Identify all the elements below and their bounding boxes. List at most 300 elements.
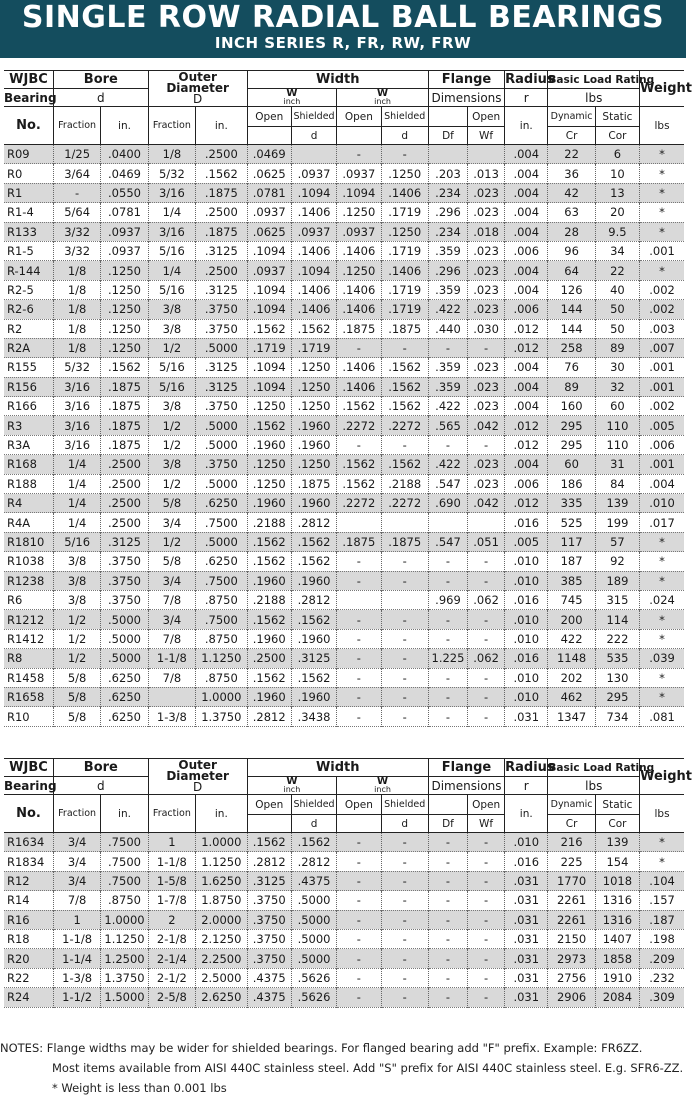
bearing-number: R166	[7, 399, 37, 414]
table-cell: 2-1/2	[148, 968, 195, 987]
table-cell: 84	[595, 474, 639, 493]
table-row	[4, 145, 684, 164]
table-cell: -	[428, 629, 467, 648]
table-cell: .1562	[291, 532, 336, 551]
table-cell: 202	[548, 668, 595, 687]
table-cell: .004	[640, 474, 684, 493]
bearing-number: R1-4	[7, 205, 34, 220]
table-cell: -	[381, 687, 428, 706]
table-cell: .1094	[247, 377, 291, 396]
table-cell: .005	[640, 416, 684, 435]
hdr-in: in.	[101, 107, 148, 145]
table-cell: .023	[468, 358, 505, 377]
table-cell: 1858	[595, 949, 639, 968]
table-cell: 2.1250	[196, 929, 248, 948]
table-cell: .023	[468, 241, 505, 260]
table-cell: 1347	[548, 707, 595, 726]
table-cell: -	[428, 435, 467, 454]
table-cell: -	[53, 183, 100, 202]
table-cell: -	[337, 910, 381, 929]
table-cell: .1406	[291, 300, 336, 319]
table-cell: 3/32	[53, 222, 100, 241]
table-cell: -	[428, 833, 467, 852]
table-cell: -	[381, 435, 428, 454]
table-cell: .1562	[291, 552, 336, 571]
table-row	[4, 532, 684, 551]
table-cell: .002	[640, 280, 684, 299]
table-cell: .0781	[101, 203, 148, 222]
hdr-dimensions: Dimensions	[428, 777, 504, 795]
hdr-load-rating: Basic Load Rating	[548, 759, 640, 777]
table-cell: 1/4	[53, 494, 100, 513]
bearing-table-1	[4, 70, 692, 727]
table-cell: .3125	[196, 280, 248, 299]
hdr-shielded-2: Shielded	[381, 795, 428, 815]
table-cell: 315	[595, 590, 639, 609]
table-cell: .5000	[291, 910, 336, 929]
table-cell: .004	[505, 377, 548, 396]
table-row	[4, 338, 684, 357]
table-cell: .1719	[381, 203, 428, 222]
hdr-width-open-w: W inch	[247, 89, 337, 107]
table-cell: .016	[505, 513, 548, 532]
table-cell: .2500	[196, 145, 248, 164]
hdr-shielded-2: Shielded	[381, 107, 428, 127]
table-cell: *	[640, 668, 684, 687]
table-cell: 2-1/8	[148, 929, 195, 948]
table-cell: 22	[548, 145, 595, 164]
table-cell: .198	[640, 929, 684, 948]
table-cell: -	[468, 910, 505, 929]
table-cell: .1719	[381, 300, 428, 319]
table-cell: -	[337, 338, 381, 357]
table-cell: .422	[428, 300, 467, 319]
table-cell: .004	[505, 261, 548, 280]
table-cell: 1-7/8	[148, 891, 195, 910]
table-cell: .004	[505, 183, 548, 202]
table-cell: .1562	[291, 668, 336, 687]
table-cell: .2272	[337, 494, 381, 513]
table-cell: .023	[468, 280, 505, 299]
table-cell: -	[381, 629, 428, 648]
table-cell: .1406	[381, 261, 428, 280]
table-cell: 30	[595, 358, 639, 377]
hdr-fraction: Fraction	[53, 107, 100, 145]
table-cell: 2150	[548, 929, 595, 948]
table-cell: .1250	[291, 455, 336, 474]
table-cell: 187	[548, 552, 595, 571]
table-cell: .004	[505, 397, 548, 416]
table-cell: 1.225	[428, 649, 467, 668]
table-cell: .422	[428, 455, 467, 474]
table-cell: .7500	[196, 513, 248, 532]
table-cell: 1/4	[148, 261, 195, 280]
table-cell: .359	[428, 241, 467, 260]
table-cell: .2500	[101, 474, 148, 493]
table-cell: 1.3750	[196, 707, 248, 726]
table-cell: .2500	[101, 513, 148, 532]
table-cell: 3/4	[148, 513, 195, 532]
table-cell: .1562	[337, 474, 381, 493]
hdr-dynamic: Dynamic	[548, 107, 595, 127]
bearing-number: R1-5	[7, 244, 34, 259]
table-cell: .1406	[337, 241, 381, 260]
hdr-lbs: lbs	[548, 777, 640, 795]
hdr-fraction: Fraction	[53, 795, 100, 833]
table-row	[4, 455, 684, 474]
table-cell: 5/8	[53, 668, 100, 687]
table-cell: 3/4	[53, 852, 100, 871]
table-cell: .023	[468, 397, 505, 416]
table-cell: .031	[505, 949, 548, 968]
table-cell	[337, 513, 381, 532]
table-row	[4, 649, 684, 668]
table-cell: *	[640, 532, 684, 551]
hdr-fraction-d: Fraction	[148, 107, 195, 145]
table-cell: .1250	[381, 222, 428, 241]
hdr-weight: Weight	[640, 71, 684, 107]
table-cell: .157	[640, 891, 684, 910]
bearing-number: R20	[7, 951, 30, 966]
table-cell: .030	[468, 319, 505, 338]
hdr-width-shielded-w: W inch	[337, 89, 429, 107]
table-cell: .5000	[196, 532, 248, 551]
table-cell: .0469	[247, 145, 291, 164]
table-cell: .012	[505, 338, 548, 357]
table-cell: .042	[468, 494, 505, 513]
hdr-outer-diameter: Outer Diameter D	[148, 71, 247, 107]
table-cell: .024	[640, 590, 684, 609]
table-cell: -	[381, 949, 428, 968]
table-cell: .1562	[247, 610, 291, 629]
table-cell: .018	[468, 222, 505, 241]
table-cell: 1316	[595, 891, 639, 910]
table-cell: 1.0000	[196, 833, 248, 852]
table-cell: .001	[640, 455, 684, 474]
table-cell: 3/64	[53, 164, 100, 183]
table-cell: 1/8	[53, 261, 100, 280]
table-cell: 1.6250	[196, 871, 248, 890]
table-cell: .031	[505, 891, 548, 910]
table-cell: .010	[505, 552, 548, 571]
table-cell: .023	[468, 300, 505, 319]
table-cell: 535	[595, 649, 639, 668]
table-row	[4, 571, 684, 590]
table-cell: 1-1/8	[148, 649, 195, 668]
bearing-number: R133	[7, 224, 37, 239]
table-cell: 96	[548, 241, 595, 260]
bearing-number: R1412	[7, 631, 45, 646]
table-row	[4, 300, 684, 319]
table-cell: .8750	[196, 629, 248, 648]
table-cell: .004	[505, 280, 548, 299]
table-cell: 36	[548, 164, 595, 183]
table-cell: .1562	[291, 610, 336, 629]
table-cell: .002	[640, 397, 684, 416]
table-cell: .359	[428, 280, 467, 299]
table-cell: 2-5/8	[148, 988, 195, 1007]
table-cell: 40	[595, 280, 639, 299]
table-cell: .1406	[337, 280, 381, 299]
table-cell: .2272	[381, 494, 428, 513]
table-cell: *	[640, 552, 684, 571]
table-cell: *	[640, 183, 684, 202]
table-cell: .1250	[291, 377, 336, 396]
hdr-bore-sym: d	[53, 89, 148, 107]
table-cell: 32	[595, 377, 639, 396]
table-cell: .031	[505, 707, 548, 726]
table-row	[4, 871, 684, 890]
table-cell: -	[337, 852, 381, 871]
table-cell: .010	[505, 629, 548, 648]
bearing-number: R1810	[7, 535, 45, 549]
bearing-number: R2	[7, 321, 23, 336]
table-cell: .1960	[247, 435, 291, 454]
table-cell: 3/32	[53, 241, 100, 260]
table-cell: .1562	[291, 833, 336, 852]
table-cell: 3/16	[148, 183, 195, 202]
bearing-number: R2-5	[7, 282, 34, 297]
hdr-static: Static	[595, 795, 639, 815]
table-cell: .1250	[101, 280, 148, 299]
hdr-flange: Flange	[428, 71, 504, 89]
table-row	[4, 397, 684, 416]
table-cell: .1406	[337, 358, 381, 377]
table-cell: 1/4	[53, 455, 100, 474]
table-cell: .0625	[247, 222, 291, 241]
table-cell: .309	[640, 988, 684, 1007]
table-cell: .1250	[101, 338, 148, 357]
table-cell: .1960	[247, 629, 291, 648]
table-cell: .0937	[337, 222, 381, 241]
table-cell: 3/16	[53, 377, 100, 396]
table-row	[4, 435, 684, 454]
table-cell: -	[468, 871, 505, 890]
hdr-width: Width	[247, 759, 428, 777]
table-cell: .1562	[247, 319, 291, 338]
table-cell: .010	[505, 668, 548, 687]
table-row	[4, 358, 684, 377]
table-cell: 734	[595, 707, 639, 726]
table-cell: .3750	[196, 397, 248, 416]
table-cell: -	[381, 968, 428, 987]
table-cell: 3/16	[53, 397, 100, 416]
table-cell: .012	[505, 416, 548, 435]
table-cell: .012	[505, 319, 548, 338]
table-cell: .1719	[247, 338, 291, 357]
bearing-number: R09	[7, 147, 30, 162]
hdr-radius-in: in.	[505, 795, 548, 833]
bearing-number: R4	[7, 496, 23, 511]
table-cell: 1/4	[148, 203, 195, 222]
hdr-in-d: in.	[196, 107, 248, 145]
table-cell: 1910	[595, 968, 639, 987]
table-cell: .3750	[101, 590, 148, 609]
table-cell: 9.5	[595, 222, 639, 241]
table-cell: .004	[505, 145, 548, 164]
table-cell: .6250	[101, 707, 148, 726]
table-cell: .031	[505, 968, 548, 987]
table-cell: .7500	[101, 852, 148, 871]
table-cell: .1719	[381, 241, 428, 260]
table-cell: .1562	[247, 833, 291, 852]
table-cell: .2188	[247, 590, 291, 609]
table-cell: 295	[548, 435, 595, 454]
table-cell: -	[468, 988, 505, 1007]
hdr-lbs: lbs	[548, 89, 640, 107]
table-cell: .1562	[337, 397, 381, 416]
title-banner	[0, 0, 686, 58]
table-cell: .004	[505, 164, 548, 183]
table-cell: 139	[595, 833, 639, 852]
table-cell: 335	[548, 494, 595, 513]
table-cell: .081	[640, 707, 684, 726]
table-cell: .2272	[381, 416, 428, 435]
table-cell: 7/8	[148, 668, 195, 687]
table-cell: .012	[505, 494, 548, 513]
table-row	[4, 949, 684, 968]
table-cell: .004	[505, 358, 548, 377]
table-cell: .3438	[291, 707, 336, 726]
bearing-number: R1	[7, 185, 23, 200]
table-cell: 5/16	[148, 241, 195, 260]
hdr-width: Width	[247, 71, 428, 89]
table-cell: .2500	[196, 203, 248, 222]
table-cell: -	[428, 968, 467, 987]
table-cell: .1562	[381, 358, 428, 377]
table-cell: -	[381, 891, 428, 910]
table-cell: 3/8	[148, 300, 195, 319]
table-cell: -	[468, 949, 505, 968]
table-cell: .1094	[247, 241, 291, 260]
table-cell: -	[468, 891, 505, 910]
table-cell: -	[381, 852, 428, 871]
table-row	[4, 494, 684, 513]
table-cell: 28	[548, 222, 595, 241]
table-cell: 1-3/8	[53, 968, 100, 987]
table-cell: -	[337, 435, 381, 454]
table-cell: -	[381, 707, 428, 726]
bearing-number: R10	[7, 709, 30, 724]
table-cell: .3750	[247, 949, 291, 968]
table-cell: 3/16	[148, 222, 195, 241]
table-cell: -	[468, 852, 505, 871]
table-cell: .1250	[291, 358, 336, 377]
table-cell: .1719	[381, 280, 428, 299]
hdr-blank-open	[247, 815, 291, 833]
table-cell: 50	[595, 300, 639, 319]
table-cell: .016	[505, 590, 548, 609]
table-cell: .6250	[101, 687, 148, 706]
table-cell: 1/8	[53, 280, 100, 299]
table-cell: 2261	[548, 910, 595, 929]
hdr-bearing: Bearing	[4, 90, 57, 105]
table-cell: .2188	[381, 474, 428, 493]
table-cell: .8750	[101, 891, 148, 910]
hdr-df: Df	[428, 127, 467, 145]
table-cell: .1562	[196, 164, 248, 183]
table-cell: .5000	[291, 929, 336, 948]
table-cell: .3750	[101, 571, 148, 590]
table-cell: .2272	[337, 416, 381, 435]
table-cell: 1-1/8	[148, 852, 195, 871]
hdr-fraction-d: Fraction	[148, 795, 195, 833]
table-cell: .1250	[101, 319, 148, 338]
table-cell: .1875	[101, 397, 148, 416]
hdr-open: Open	[247, 107, 291, 127]
hdr-cor: Cor	[595, 127, 639, 145]
table-cell: .4375	[247, 968, 291, 987]
table-cell: .1960	[291, 416, 336, 435]
table-cell: .039	[640, 649, 684, 668]
table-cell: 1/8	[53, 300, 100, 319]
table-cell: .0937	[101, 222, 148, 241]
hdr-blank-df	[428, 107, 467, 127]
table-cell: -	[381, 552, 428, 571]
table-cell: .232	[640, 968, 684, 987]
table-cell: .013	[468, 164, 505, 183]
hdr-open-2: Open	[337, 107, 381, 127]
table-cell: .3125	[247, 871, 291, 890]
table-cell: .5000	[196, 338, 248, 357]
table-cell: .2812	[291, 852, 336, 871]
table-cell: .062	[468, 649, 505, 668]
hdr-dynamic: Dynamic	[548, 795, 595, 815]
table-cell: 60	[595, 397, 639, 416]
table-cell: 1.3750	[101, 968, 148, 987]
table-cell: .1250	[247, 397, 291, 416]
table-cell: 1/2	[148, 435, 195, 454]
table-cell: -	[468, 687, 505, 706]
table-cell: 5/8	[148, 494, 195, 513]
hdr-weight-unit: lbs	[640, 107, 684, 145]
table-cell: .296	[428, 261, 467, 280]
hdr-width-open-w: W inch	[247, 777, 337, 795]
table-cell: 1.8750	[196, 891, 248, 910]
note-weight: * Weight is less than 0.001 lbs	[52, 1081, 227, 1095]
table-cell: 139	[595, 494, 639, 513]
hdr-blank-open2	[337, 815, 381, 833]
table-cell: -	[381, 929, 428, 948]
table-cell: .1406	[291, 241, 336, 260]
table-cell: .2500	[247, 649, 291, 668]
table-cell: 76	[548, 358, 595, 377]
table-cell: -	[337, 145, 381, 164]
table-cell: -	[337, 891, 381, 910]
table-cell: -	[428, 871, 467, 890]
table-cell	[291, 145, 336, 164]
table-cell: .1875	[196, 222, 248, 241]
bearing-number: R1458	[7, 670, 45, 685]
table-cell: 57	[595, 532, 639, 551]
table-cell: 3/4	[148, 571, 195, 590]
table-cell: 5/8	[53, 687, 100, 706]
table-row	[4, 513, 684, 532]
table-cell: .1875	[101, 416, 148, 435]
table-cell: .1562	[381, 455, 428, 474]
table-cell: 189	[595, 571, 639, 590]
table-cell: .3750	[101, 552, 148, 571]
table-row	[4, 968, 684, 987]
table-cell: *	[640, 610, 684, 629]
hdr-no: No.	[4, 107, 53, 145]
table-cell: .0937	[101, 241, 148, 260]
table-cell: .004	[505, 222, 548, 241]
table-cell: .234	[428, 183, 467, 202]
table-cell: 3/4	[148, 610, 195, 629]
table-cell: .1562	[247, 668, 291, 687]
table-cell: .010	[640, 494, 684, 513]
